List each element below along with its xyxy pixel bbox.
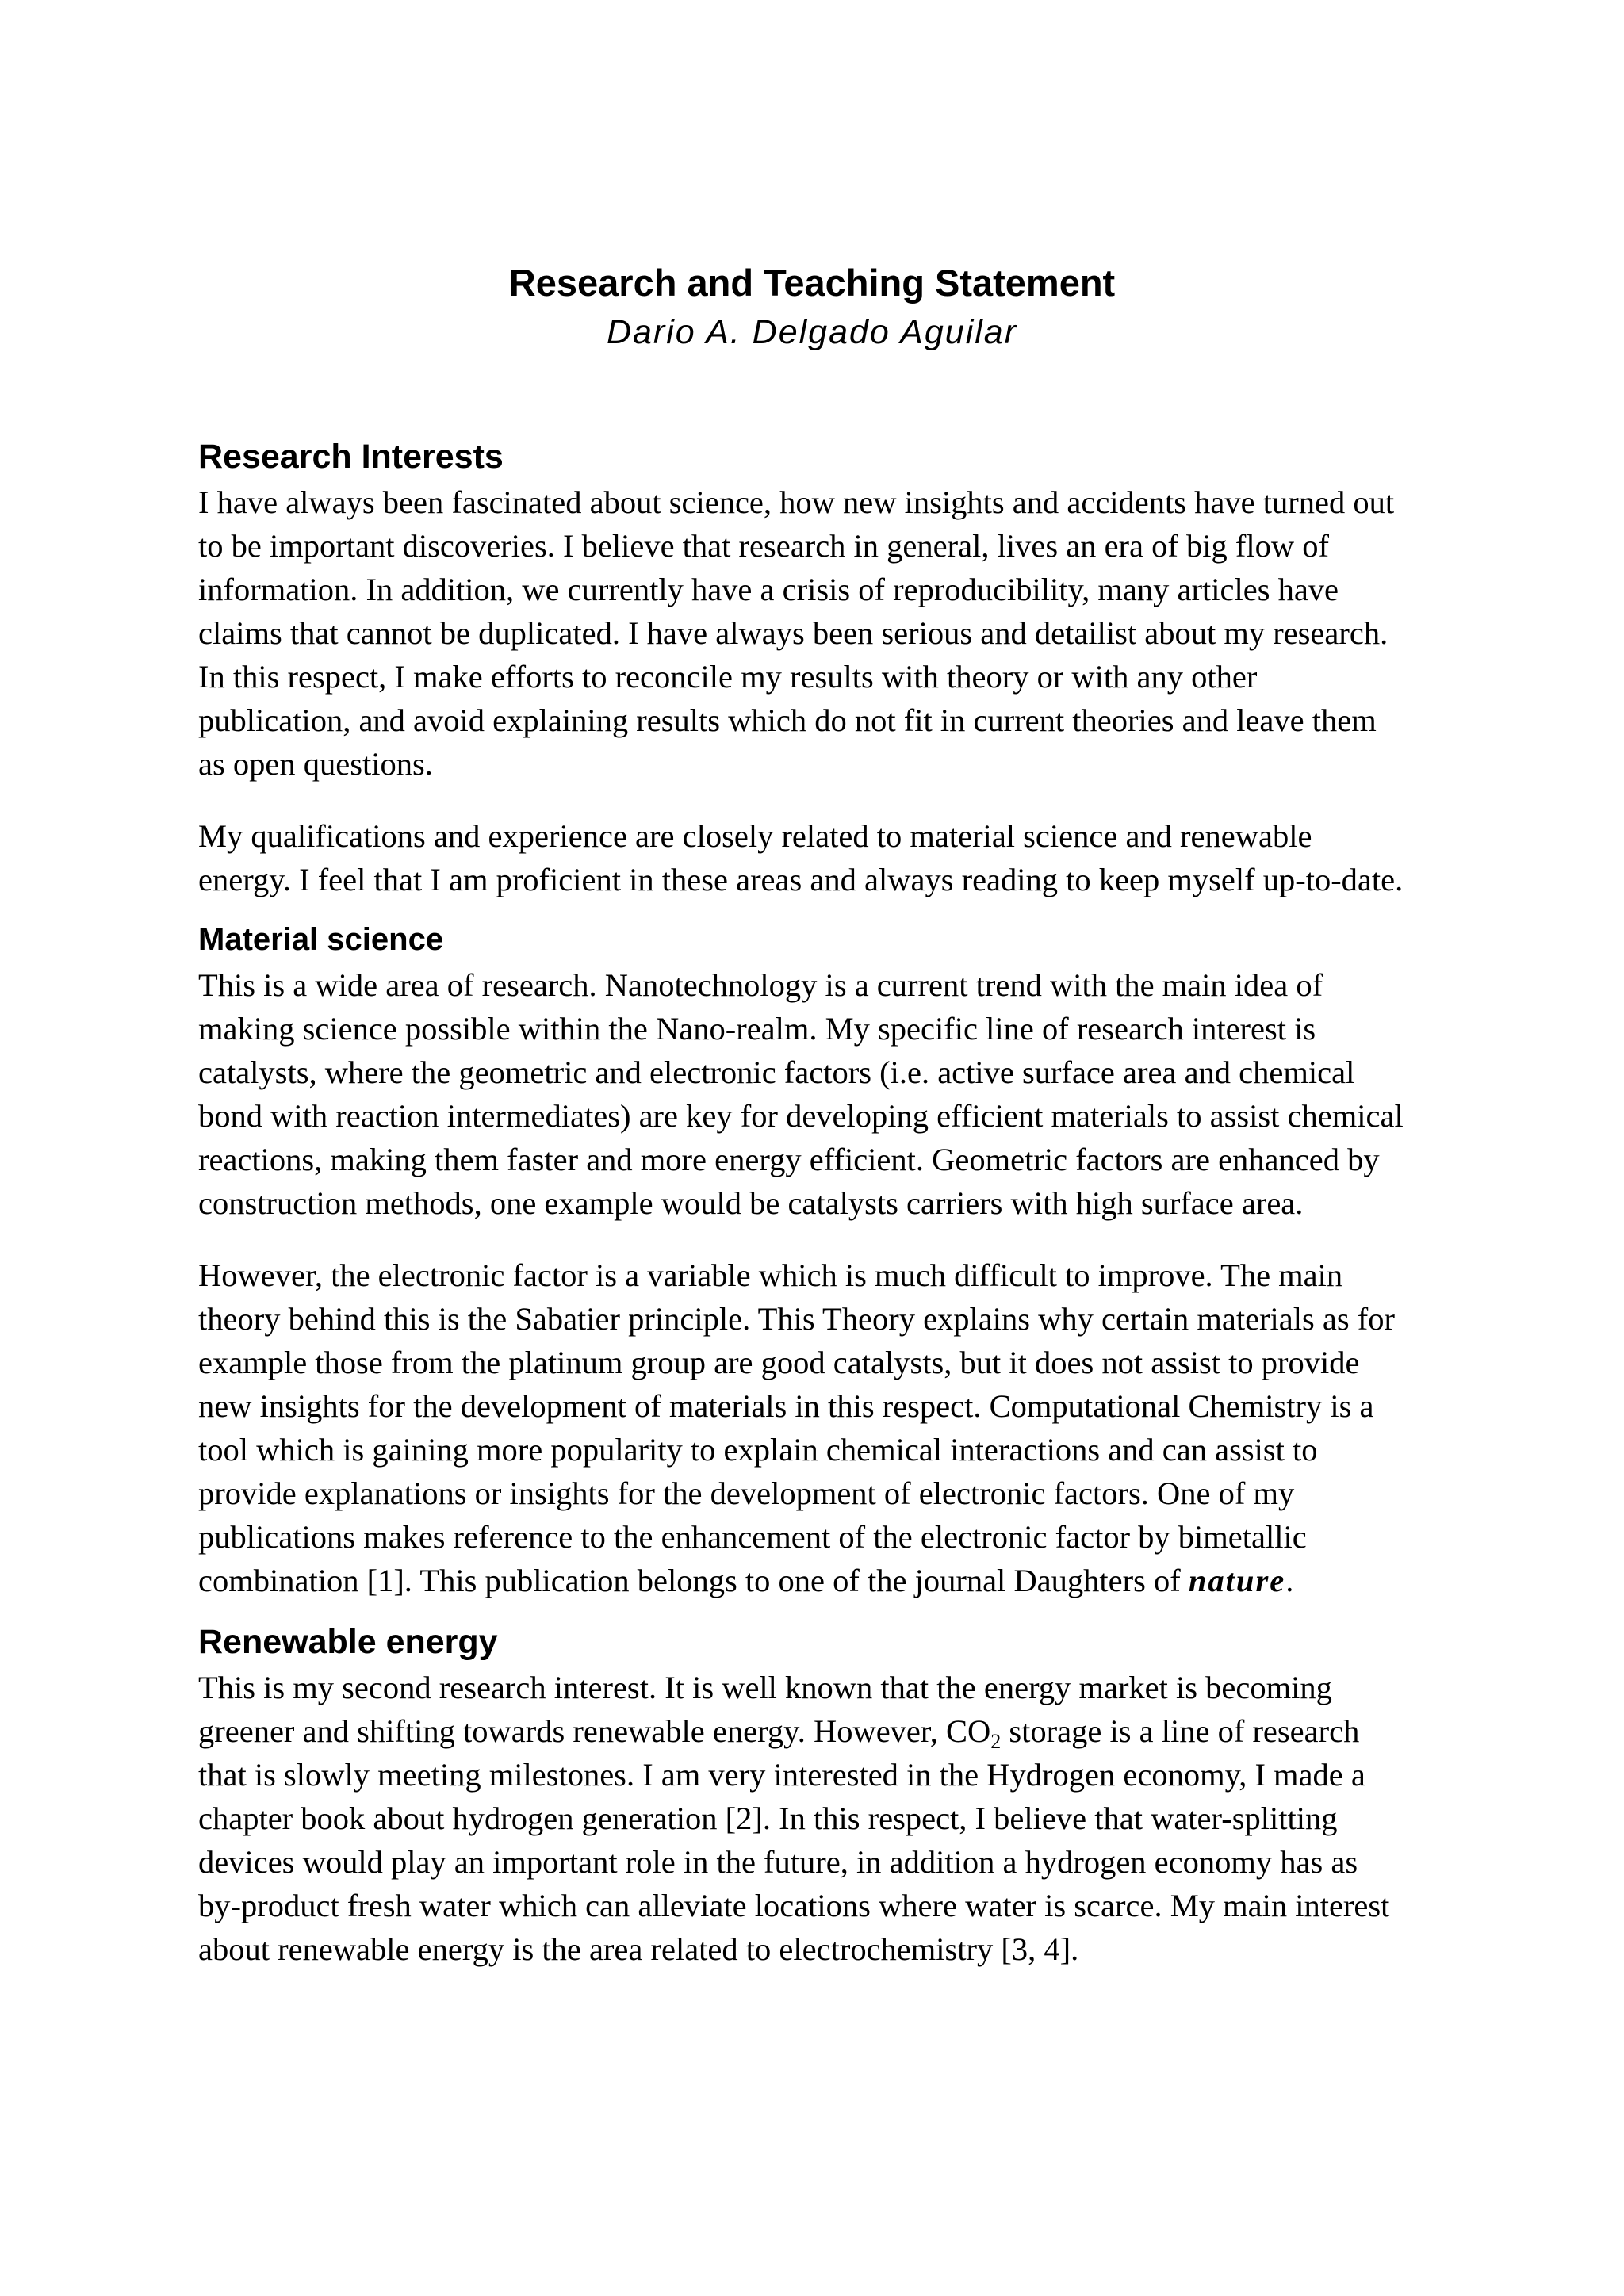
text-span: combination [1]. This publication belongs to one of the journal Daughters of (198, 1563, 1189, 1598)
text-line: example those from the platinum group are good catalysts, but it does not assist to provide (198, 1345, 1360, 1380)
text-line: making science possible within the Nano-realm. My specific line of research interest is (198, 1011, 1316, 1047)
text-line: This is a wide area of research. Nanotechnology is a current trend with the main idea of (198, 967, 1323, 1003)
text-line: by-product fresh water which can alleviate locations where water is scarce. My main interest (198, 1888, 1390, 1923)
author-name: Dario A. Delgado Aguilar (606, 313, 1018, 351)
document-title: Research and Teaching Statement (508, 262, 1116, 304)
text-line: reactions, making them faster and more energy efficient. Geometric factors are enhanced by (198, 1142, 1380, 1177)
document-body (198, 434, 1451, 1971)
text-line: new insights for the development of materials in this respect. Computational Chemistry is a (198, 1388, 1374, 1424)
text-line: energy. I feel that I am proficient in these areas and always reading to keep myself up-to-date. (198, 862, 1404, 897)
text-span: storage is a line of research (1001, 1713, 1360, 1749)
document-header (0, 258, 1624, 356)
text-line: devices would play an important role in the future, in addition a hydrogen economy has as (198, 1844, 1358, 1880)
text-line: tool which is gaining more popularity to explain chemical interactions and can assist to (198, 1432, 1318, 1468)
subscript: 2 (990, 1730, 1002, 1753)
text-span: greener and shifting towards renewable energy. However, CO (198, 1713, 991, 1749)
text-line: chapter book about hydrogen generation [2]. In this respect, I believe that water-splitting (198, 1800, 1338, 1836)
text-line: publications makes reference to the enhancement of the electronic factor by bimetallic (198, 1519, 1307, 1555)
material-science-paragraph-2 (198, 1253, 1451, 1602)
text-line: bond with reaction intermediates) are key for developing efficient materials to assist chemical (198, 1098, 1404, 1134)
text-line: claims that cannot be duplicated. I have always been serious and detailist about my research. (198, 615, 1388, 651)
text-line: However, the electronic factor is a variable which is much difficult to improve. The main (198, 1257, 1343, 1293)
research-interests-paragraph-2 (198, 814, 1451, 901)
text-line: I have always been fascinated about science, how new insights and accidents have turned out (198, 484, 1395, 520)
text-line: as open questions. (198, 746, 433, 782)
text-line: In this respect, I make efforts to reconcile my results with theory or with any other (198, 659, 1258, 695)
text-line: This is my second research interest. It is well known that the energy market is becoming (198, 1670, 1332, 1705)
research-interests-heading: Research Interests (198, 438, 504, 476)
text-line (198, 1559, 1451, 1602)
material-science-heading: Material science (198, 922, 444, 957)
text-line: about renewable energy is the area related to electrochemistry [3, 4]. (198, 1931, 1079, 1967)
material-science-paragraph-1 (198, 963, 1451, 1225)
text-line (198, 1709, 1451, 1753)
text-line: publication, and avoid explaining results which do not fit in current theories and leave them (198, 702, 1377, 738)
renewable-energy-paragraph (198, 1666, 1451, 1971)
text-line: to be important discoveries. I believe that research in general, lives an era of big flow of (198, 528, 1329, 564)
text-line: catalysts, where the geometric and electronic factors (i.e. active surface area and chemical (198, 1054, 1355, 1090)
text-line: My qualifications and experience are closely related to material science and renewable (198, 818, 1312, 854)
text-line: construction methods, one example would be catalysts carriers with high surface area. (198, 1185, 1304, 1221)
renewable-energy-heading: Renewable energy (198, 1623, 498, 1661)
text-line: information. In addition, we currently have a crisis of reproducibility, many articles have (198, 572, 1339, 607)
research-interests-paragraph-1 (198, 480, 1451, 786)
text-line: provide explanations or insights for the development of electronic factors. One of my (198, 1475, 1295, 1511)
journal-name-nature: nature (1188, 1563, 1286, 1598)
text-span: . (1285, 1563, 1294, 1598)
text-line: that is slowly meeting milestones. I am very interested in the Hydrogen economy, I made a (198, 1757, 1365, 1793)
text-line: theory behind this is the Sabatier principle. This Theory explains why certain materials as for (198, 1301, 1395, 1337)
